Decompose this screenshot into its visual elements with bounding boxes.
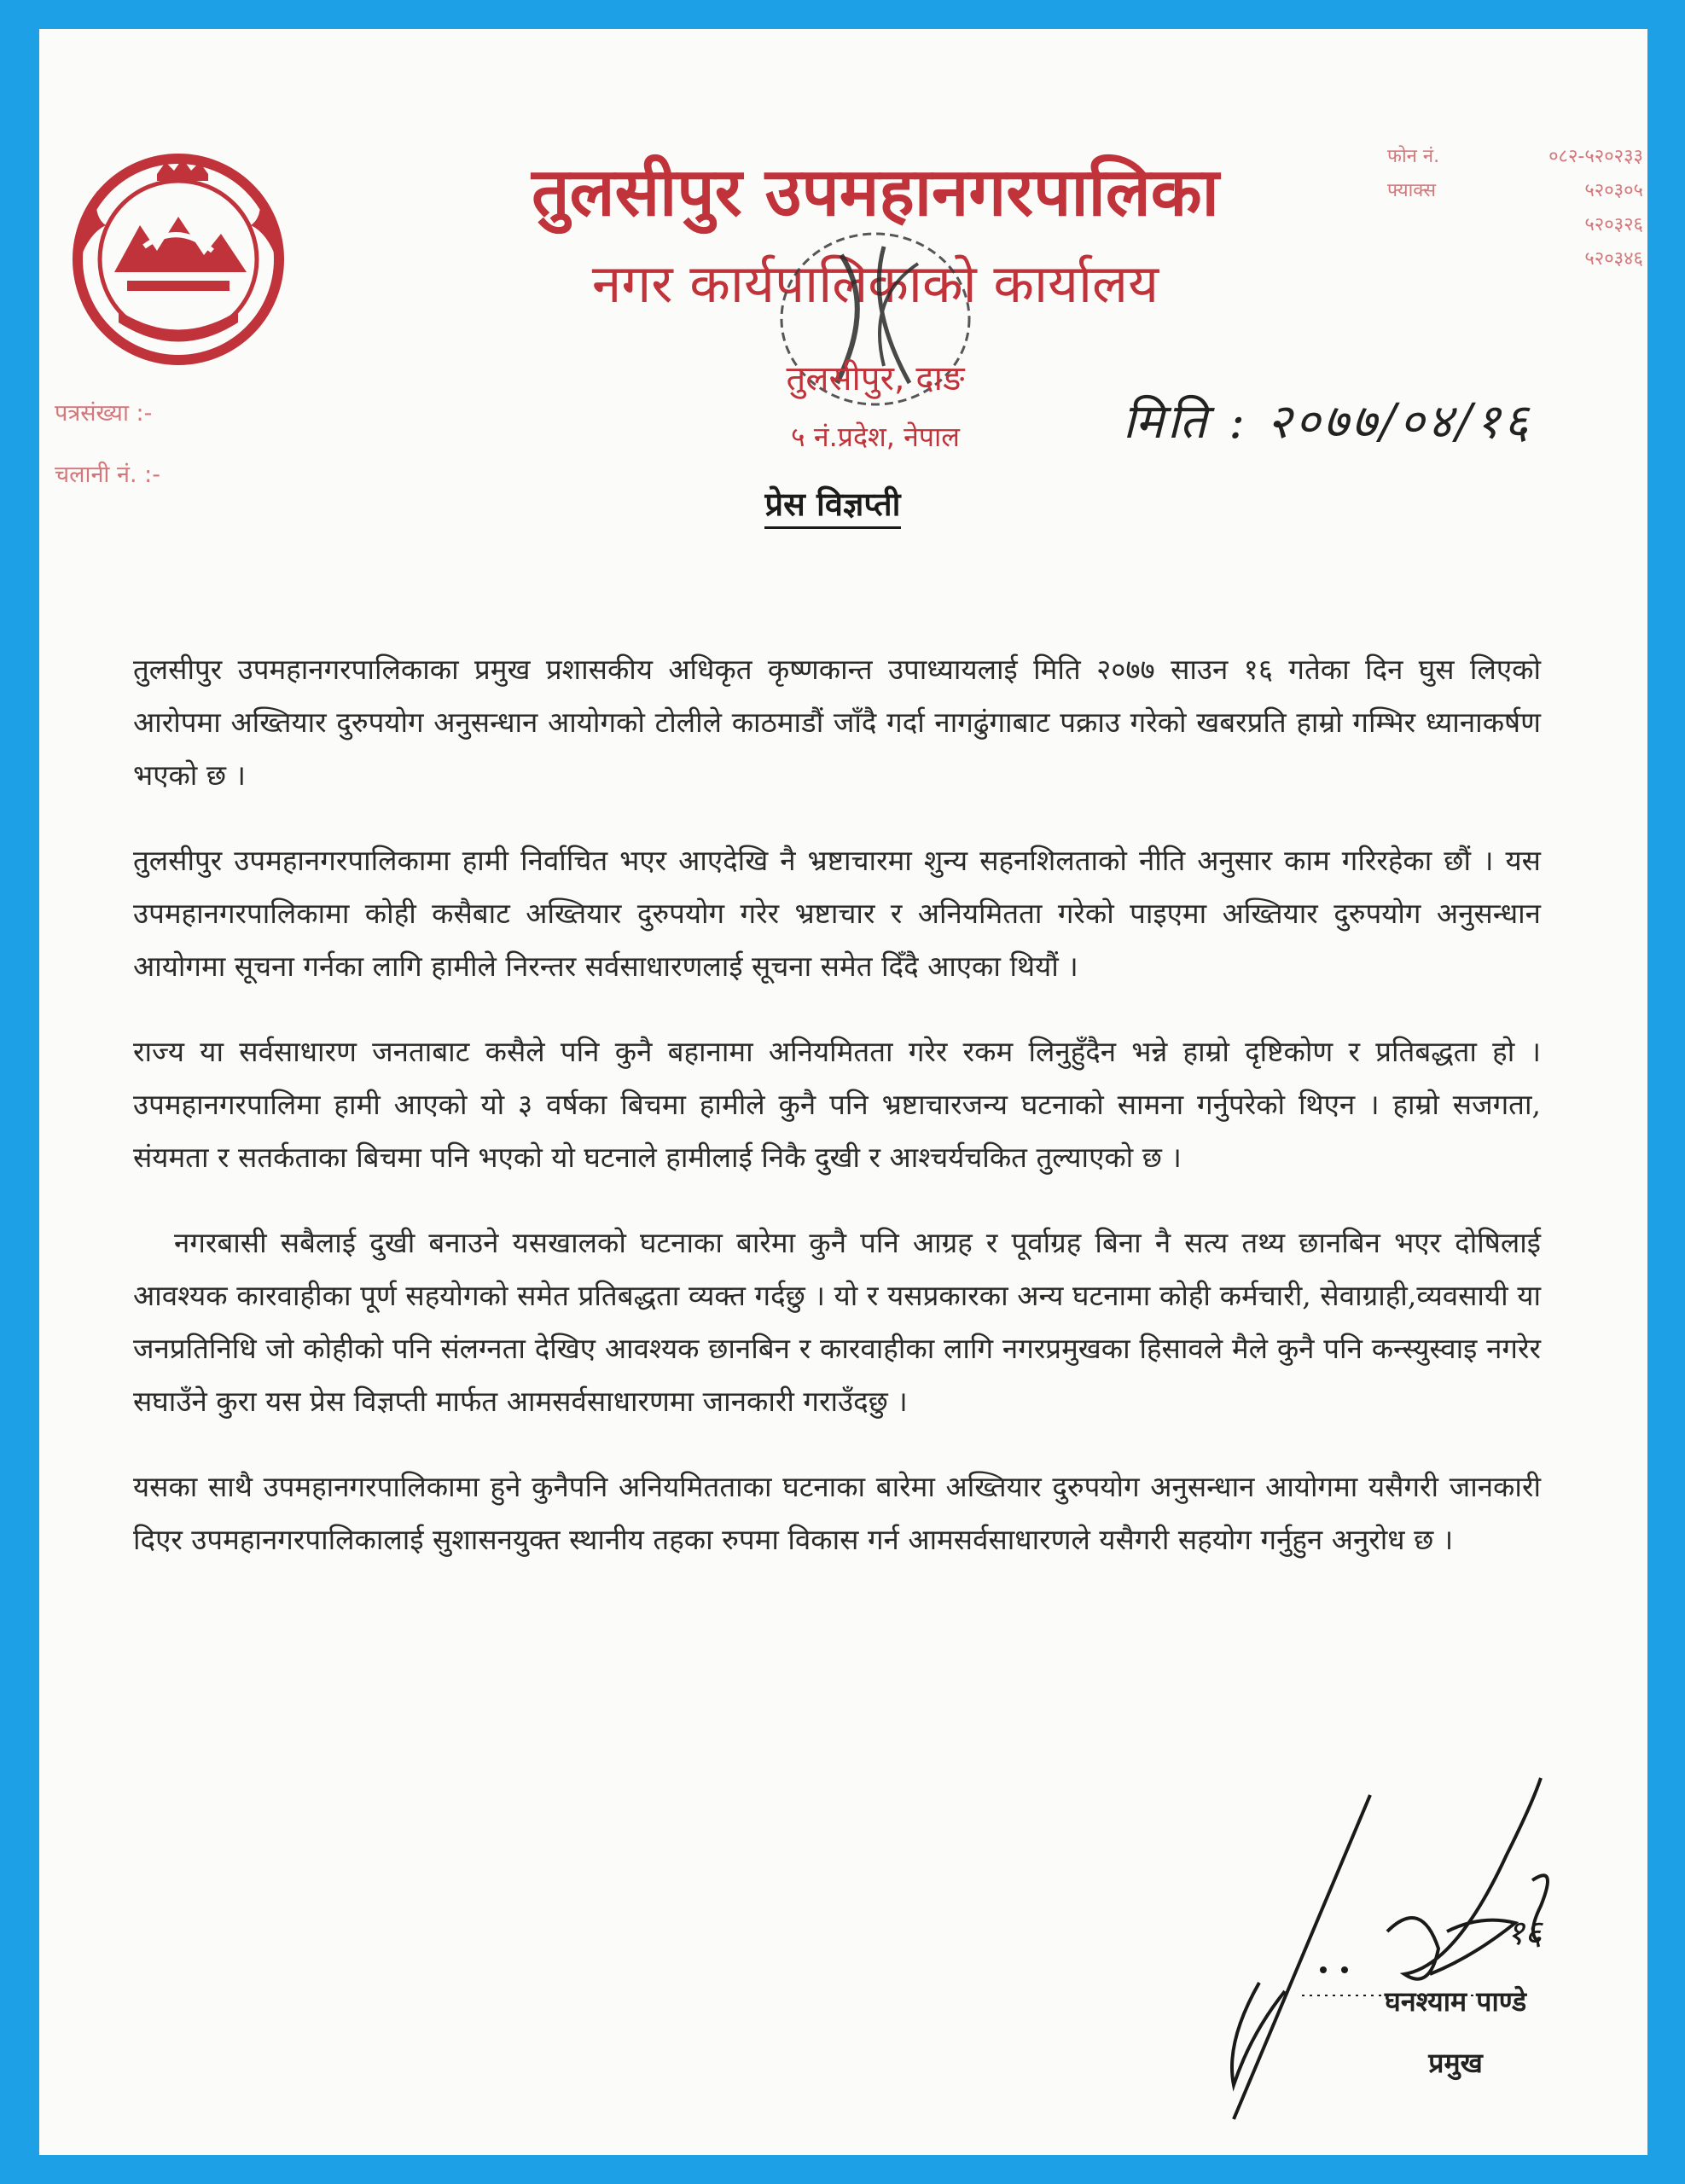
extra-number-row	[1387, 242, 1643, 276]
organization-name: तुलसीपुर उपमहानगरपालिका	[532, 154, 1219, 231]
fax-label: फ्याक्स	[1387, 180, 1437, 201]
office-name: नगर कार्यपालिकाको कार्यालय	[591, 253, 1159, 315]
body-paragraph: यसका साथै उपमहानगरपालिकामा हुने कुनैपनि अनियमितताका घटनाका बारेमा अख्तियार दुरुपयोग अनुसन्धान आयोगमा यसैगरी जानकारी दिएर उपमहानगरपालिकालाई सुशासनयुक्त स्थानीय तहका रुपमा विकास गर्न आमसर्वसाधारणले यसैगरी सहयोग गर्नुहुन अनुरोध छ ।	[133, 1470, 1541, 1556]
phone-row	[1387, 140, 1643, 174]
dispatch-number-label: चलानी नं. :-	[55, 462, 160, 488]
extra-number: ५२०३४६	[1584, 248, 1643, 270]
phone-label: फोन नं.	[1387, 146, 1440, 167]
extra-number-row	[1387, 208, 1643, 242]
body-paragraph: राज्य या सर्वसाधारण जनताबाट कसैले पनि कुनै बहानामा अनियमितता गरेर रकम लिनुहुँदैन भन्ने हाम्रो दृष्टिकोण र प्रतिबद्धता हो । उपमहानगरपालिमा हामी आएको यो ३ वर्षका बिचमा हामीले कुनै पनि भ्रष्टाचारजन्य घटनाको सामना गर्नुपरेको थिएन । हाम्रो सजगता, संयमता र सतर्कताका बिचमा पनि भएको यो घटनाले हामीलाई निकै दुखी र आश्चर्यचकित तुल्याएको छ ।	[133, 1035, 1541, 1174]
subject-text: प्रेस विज्ञप्ती	[764, 485, 900, 529]
phone-number: ०८२-५२०२३३	[1548, 146, 1643, 167]
handwritten-date: मिति : २०७७/०४/१६	[1123, 394, 1532, 450]
body-paragraph: तुलसीपुर उपमहानगरपालिकाका प्रमुख प्रशासकीय अधिकृत कृष्णकान्त उपाध्यायलाई मिति २०७७ साउन १६ गतेका दिन घुस लिएको आरोपमा अख्तियार दुरुपयोग अनुसन्धान आयोगको टोलीले काठमाडौं जाँदै गर्दा नागढुंगाबाट पक्राउ गरेको खबरप्रति हाम्रो गम्भिर ध्यानाकर्षण भएको छ ।	[133, 653, 1541, 792]
fax-row	[1387, 174, 1643, 208]
contact-block	[1387, 140, 1643, 276]
reference-number-label: पत्रसंख्या :-	[55, 400, 153, 427]
body-paragraph: तुलसीपुर उपमहानगरपालिकामा हामी निर्वाचित भएर आएदेखि नै भ्रष्टाचारमा शुन्य सहनशिलताको नीति अनुसार काम गरिरहेका छौं । यस उपमहानगरपालिकामा कोही कसैबाट अख्तियार दुरुपयोग गरेर भ्रष्टाचार र अनियमितता गरेको पाइएमा अख्तियार दुरुपयोग अनुसन्धान आयोगमा सूचना गर्नका लागि हामीले निरन्तर सर्वसाधारणलाई सूचना समेत दिँदै आएका थियौं ।	[133, 844, 1541, 983]
signer-name: घनश्याम पाण्डे	[1384, 1985, 1527, 2018]
body-paragraph: नगरबासी सबैलाई दुखी बनाउने यसखालको घटनाका बारेमा कुनै पनि आग्रह र पूर्वाग्रह बिना नै सत्य तथ्य छानबिन भएर दोषिलाई आवश्यक कारवाहीका पूर्ण सहयोगको समेत प्रतिबद्धता व्यक्त गर्दछु । यो र यसप्रकारका अन्य घटनामा कोही कर्मचारी, सेवाग्राही,व्यवसायी या जनप्रतिनिधि जो कोहीको पनि संलग्नता देखिए आवश्यक छानबिन र कारवाहीका लागि नगरप्रमुखका हिसावले मैले कुनै पनि कन्स्युस्वाइ नगरेर सघाउँने कुरा यस प्रेस विज्ञप्ती मार्फत आमसर्वसाधारणमा जानकारी गराउँदछु ।	[133, 1226, 1541, 1418]
nepal-emblem-icon	[55, 144, 302, 375]
letter-subject	[39, 481, 1626, 526]
signer-title: प्रमुख	[1428, 2047, 1483, 2079]
office-place: तुलसीपुर, दाङ	[786, 359, 965, 398]
svg-text:१६: १६	[1507, 1914, 1543, 1953]
extra-number: ५२०३२६	[1584, 214, 1643, 235]
letter-page	[39, 29, 1647, 2155]
office-province: ५ नं.प्रदेश, नेपाल	[791, 421, 960, 453]
letter-body	[133, 643, 1541, 1599]
fax-number: ५२०३०५	[1584, 180, 1643, 201]
